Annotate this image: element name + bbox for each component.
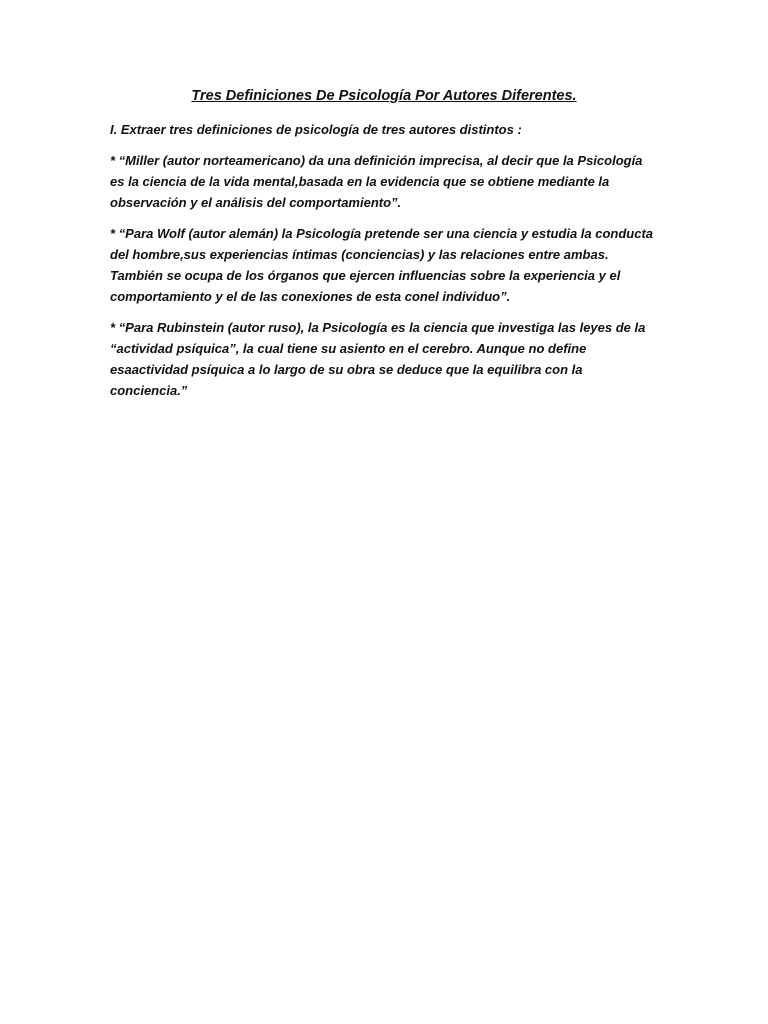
definition-rubinstein: * “Para Rubinstein (autor ruso), la Psicología es la ciencia que investiga las leyes de la “actividad psíquica”, la cual tiene su asiento en el cerebro. Aunque no define esaactividad psíquica a lo largo de su obra se deduce que la equilibra con la conciencia.” <box>110 320 646 398</box>
document-title: Tres Definiciones De Psicología Por Autores Diferentes. <box>191 88 577 104</box>
intro-paragraph: I. Extraer tres definiciones de psicología de tres autores distintos : <box>110 122 522 137</box>
document-body <box>110 86 658 411</box>
definition-miller: * “Miller (autor norteamericano) da una definición imprecisa, al decir que la Psicología es la ciencia de la vida mental,basada en la evidencia que se obtiene mediante la observación y el análisis del comportamiento”. <box>110 153 643 210</box>
definition-wolf: * “Para Wolf (autor alemán) la Psicología pretende ser una ciencia y estudia la conducta del hombre,sus experiencias íntimas (conciencias) y las relaciones entre ambas. También se ocupa de los órganos que ejercen influencias sobre la experiencia y el comportamiento y el de las conexiones de esta conel individuo”. <box>110 226 654 304</box>
